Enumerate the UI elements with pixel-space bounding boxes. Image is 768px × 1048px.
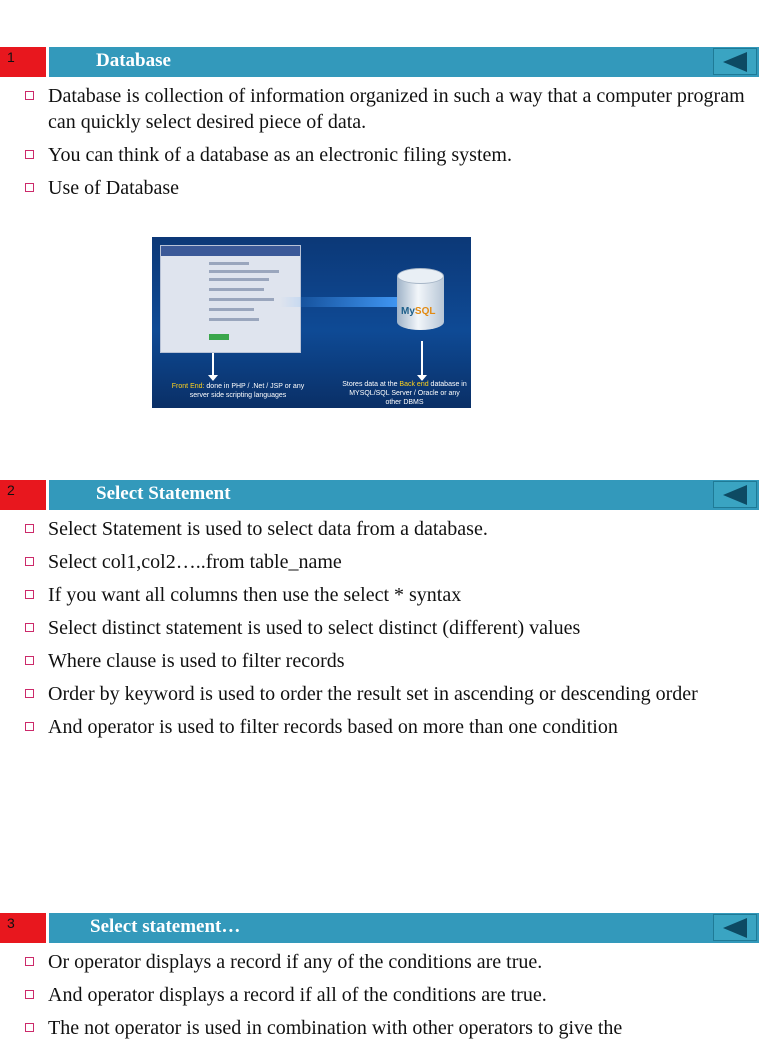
list-item bbox=[0, 142, 768, 168]
list-item bbox=[0, 949, 768, 975]
back-arrow-icon bbox=[723, 485, 747, 505]
back-button[interactable] bbox=[713, 481, 757, 508]
bullet-text: Select distinct statement is used to select distinct (different) values bbox=[48, 617, 581, 639]
list-item bbox=[0, 681, 768, 707]
db-label-sql: SQL bbox=[414, 306, 436, 317]
slide-number: 3 bbox=[0, 913, 46, 943]
bullet-text: Order by keyword is used to order the result set in ascending or descending order bbox=[48, 683, 698, 705]
bullet-text: And operator is used to filter records based on more than one condition bbox=[48, 716, 618, 738]
slide-1-bullets bbox=[0, 83, 768, 208]
list-item bbox=[0, 516, 768, 542]
bullet-text: Select Statement is used to select data from a database. bbox=[48, 518, 488, 540]
front-end-caption: Front End: done in PHP / .Net / JSP or any server side scripting languages bbox=[171, 383, 305, 399]
bullet-text: Or operator displays a record if any of the conditions are true. bbox=[48, 951, 543, 973]
slide-2-bullets bbox=[0, 516, 768, 747]
list-item bbox=[0, 1015, 768, 1041]
bullet-text: Database is collection of information organized in such a way that a computer program can quickly select desired piece of data. bbox=[48, 85, 745, 133]
down-arrow-icon bbox=[421, 341, 423, 377]
square-bullet-icon bbox=[25, 656, 34, 665]
slide-3-bullets bbox=[0, 949, 768, 1048]
slide-title: Select statement… bbox=[90, 916, 241, 937]
square-bullet-icon bbox=[25, 623, 34, 632]
square-bullet-icon bbox=[25, 590, 34, 599]
square-bullet-icon bbox=[25, 689, 34, 698]
list-item bbox=[0, 549, 768, 575]
list-item bbox=[0, 714, 768, 740]
title-bar bbox=[49, 913, 759, 943]
slide-1-header bbox=[0, 47, 768, 77]
list-item bbox=[0, 582, 768, 608]
slide-title: Database bbox=[96, 50, 171, 71]
list-item bbox=[0, 648, 768, 674]
bullet-text: Where clause is used to filter records bbox=[48, 650, 345, 672]
square-bullet-icon bbox=[25, 1023, 34, 1032]
square-bullet-icon bbox=[25, 183, 34, 192]
square-bullet-icon bbox=[25, 557, 34, 566]
list-item bbox=[0, 83, 768, 135]
square-bullet-icon bbox=[25, 957, 34, 966]
back-arrow-icon bbox=[723, 52, 747, 72]
list-item bbox=[0, 982, 768, 1008]
back-end-caption: Stores data at the Back end database in MYSQL/SQL Server / Oracle or any other DBMS bbox=[342, 381, 467, 406]
back-arrow-icon bbox=[723, 918, 747, 938]
back-button[interactable] bbox=[713, 48, 757, 75]
title-bar bbox=[49, 480, 759, 510]
bullet-text: You can think of a database as an electronic filing system. bbox=[48, 144, 512, 166]
data-flow-beam bbox=[280, 297, 400, 307]
slide-title: Select Statement bbox=[96, 483, 231, 504]
square-bullet-icon bbox=[25, 524, 34, 533]
slide-number: 2 bbox=[0, 480, 46, 510]
bullet-text: Select col1,col2…..from table_name bbox=[48, 551, 342, 573]
down-arrow-icon bbox=[212, 353, 214, 377]
square-bullet-icon bbox=[25, 990, 34, 999]
list-item bbox=[0, 615, 768, 641]
slide-3-header bbox=[0, 913, 768, 943]
square-bullet-icon bbox=[25, 722, 34, 731]
list-item bbox=[0, 175, 768, 201]
database-cylinder-icon bbox=[397, 268, 444, 338]
db-label-my: My bbox=[401, 306, 415, 317]
bullet-text: And operator displays a record if all of the conditions are true. bbox=[48, 984, 547, 1006]
bullet-text: If you want all columns then use the select * syntax bbox=[48, 584, 462, 606]
database-diagram-image bbox=[152, 237, 471, 408]
square-bullet-icon bbox=[25, 150, 34, 159]
title-bar bbox=[49, 47, 759, 77]
slide-number: 1 bbox=[0, 47, 46, 77]
bullet-text: The not operator is used in combination with other operators to give the bbox=[48, 1017, 623, 1039]
back-button[interactable] bbox=[713, 914, 757, 941]
slide-2-header bbox=[0, 480, 768, 510]
square-bullet-icon bbox=[25, 91, 34, 100]
bullet-text: Use of Database bbox=[48, 177, 180, 199]
